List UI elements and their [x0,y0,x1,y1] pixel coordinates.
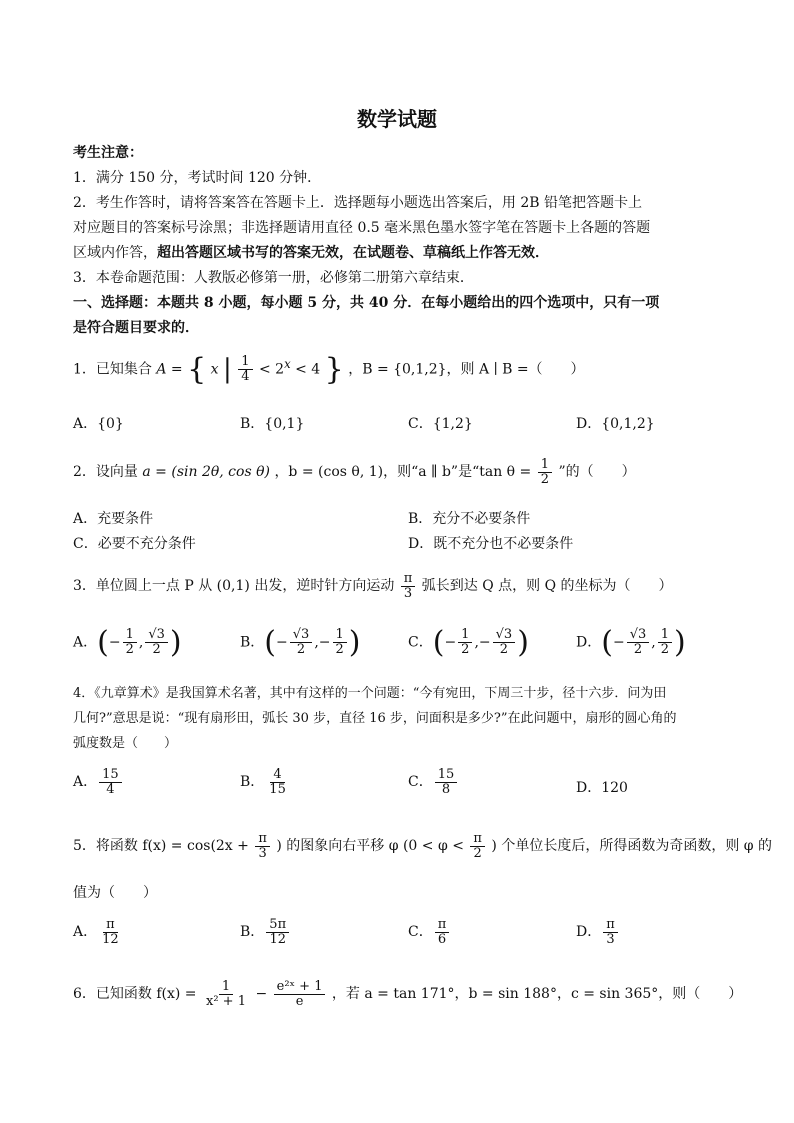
q3-option-c-lparen: ( [432,625,445,660]
q4-option-b-frac [266,768,289,796]
q3-option-c-d1: 2 [461,642,470,657]
notice-item-2: 2．考生作答时，请将答案答在答题卡上．选择题每小题选出答案后，用 2B 铅笔把答题卡上 [73,195,643,211]
q4-option-a [73,768,124,796]
q3-option-d-frac2 [658,628,672,656]
q3-option-c-sign1: − [444,634,457,651]
q4-option-c-den: 8 [441,781,451,797]
q4-option-d-text: 120 [601,780,628,796]
q5-option-a-frac [99,918,122,946]
q3-option-a-rparen: ) [169,625,182,660]
q1-frac-den: 4 [241,369,250,384]
q5-stem [73,832,772,860]
q1-stem-b: ，B = {0,1,2}，则 A ∣ B =（ ） [348,361,585,378]
q4-option-c-frac [435,768,458,796]
q3-option-d-n2: 1 [658,628,672,643]
q5-option-b-den: 12 [269,931,286,947]
q5-option-d-label: D． [576,924,602,941]
q5-option-d [576,918,620,946]
q1-set-var: x [210,361,219,378]
section1-heading-cont: 是符合题目要求的． [73,320,199,336]
q5-frac1-den: 3 [258,845,267,861]
q3-fraction [401,572,416,600]
q2-frac-den: 2 [540,471,550,487]
q3-option-b-sign2: − [318,634,331,651]
q4-option-a-frac [99,768,122,796]
q3-option-a-n1: 1 [123,628,137,643]
q3-option-b-sign1: − [276,634,288,651]
q3-option-a-frac2 [145,628,168,656]
notice-heading: 考生注意： [73,145,143,161]
q5-option-b [240,918,291,946]
q4-option-b-den: 15 [269,781,286,797]
q5-stem-mid: ) 的图象向右平移 φ (0 < φ < [276,838,464,855]
q1-stem [73,352,585,387]
q4-option-a-num: 15 [99,768,122,783]
q5-option-d-den: 3 [606,931,615,947]
q1-bar: | [223,354,232,385]
q4-option-a-label: A． [73,774,98,791]
q5-option-c-frac [435,918,450,946]
q5-option-d-num: π [603,918,618,933]
q5-fraction-1 [255,832,270,860]
q4-option-a-den: 4 [106,781,115,797]
q4-line-1: 4．《九章算术》是我国算术名著，其中有这样的一个问题：“今有宛田，下周三十步，径十六步．问为田 [73,686,667,701]
q5-option-c [408,918,451,946]
q1-option-d: D．{0,1,2} [576,416,655,432]
q2-vector-b: ，b = (cos θ, 1)，则“a ∥ b”是“tan θ = [274,464,532,481]
q3-option-b-frac1 [290,628,313,656]
q5-option-c-den: 6 [437,931,447,947]
q6-frac2-num: e²ˣ + 1 [274,980,326,995]
q5-frac2-num: π [470,832,485,847]
page-title: 数学试题 [357,107,437,131]
q1-right-brace: } [324,352,344,387]
q5-option-c-label: C． [408,924,433,941]
q4-option-b [240,768,291,796]
q4-option-c-label: C． [408,774,433,791]
q3-option-b-d2: 2 [335,642,344,657]
q3-option-b-frac2 [333,628,347,656]
q5-option-d-frac [603,918,618,946]
notice-item-2-end [73,242,549,262]
notice-item-2-end-text: 区域内作答， [73,245,157,261]
q3-option-a-lparen: ( [97,625,109,660]
q5-stem-end: ) 个单位长度后，所得函数为奇函数，则 φ 的 [491,838,773,855]
q4-option-b-label: B． [240,774,265,791]
q1-left-brace: { [187,352,207,387]
q2-vector-a: a = (sin 2θ, cos θ) [142,464,270,481]
q6-minus: − [255,986,268,1003]
q2-option-a: A．充要条件 [73,511,154,527]
q5-option-b-label: B． [240,924,265,941]
q3-option-c-n2: √3 [493,628,516,643]
q4-option-c [408,768,459,796]
q3-option-d-label: D． [576,634,602,651]
q3-option-c-n1: 1 [458,628,472,643]
q3-option-d-n1: √3 [627,628,650,643]
q2-fraction [538,458,552,486]
q3-option-c-d2: 2 [499,642,509,657]
q3-option-d-frac1 [627,628,650,656]
q2-frac-num: 1 [538,458,552,473]
q2-option-d: D．既不充分也不必要条件 [408,536,574,552]
q6-frac2-den: e [295,993,304,1009]
q3-option-a-d1: 2 [125,642,134,657]
q5-option-a [73,918,124,946]
q4-option-d [576,777,628,797]
q3-option-b-label: B． [240,634,265,651]
q2-stem-end: ”的（ ） [558,464,636,481]
q3-option-c-label: C． [408,634,433,651]
q3-option-a-frac1 [123,628,137,656]
q3-option-c-sign2: − [478,634,491,651]
q3-option-d-d2: 2 [660,642,669,657]
q2-option-b: B．充分不必要条件 [408,511,531,527]
q6-frac1-num: 1 [219,980,233,995]
q2-stem-pre: 2．设向量 [73,464,138,481]
q4-option-c-num: 15 [435,768,458,783]
q1-option-a: A．{0} [73,416,124,432]
notice-item-1: 1．满分 150 分，考试时间 120 分钟． [73,170,322,186]
q3-frac-num: π [401,572,416,587]
q4-option-b-num: 4 [270,768,284,783]
q3-option-a-sign1: − [108,634,121,651]
notice-bold-warning: 超出答题区域书写的答案无效，在试题卷、草稿纸上作答无效． [157,245,549,261]
q4-line-3: 弧度数是（ ） [73,736,178,751]
q3-option-c-rparen: ) [517,625,529,660]
q3-option-a-d2: 2 [152,642,161,657]
q3-stem-pre: 3．单位圆上一点 P 从 (0,1) 出发，逆时针方向运动 [73,578,395,595]
q5-option-b-frac [266,918,289,946]
notice-item-2-cont: 对应题目的答案标号涂黑；非选择题请用直径 0.5 毫米黑色墨水签字笔在答题卡上各题的答题 [73,220,651,236]
q6-fraction-1 [203,980,249,1008]
q3-option-a-label: A． [73,634,98,651]
q3-option-a: A．(− $\frac{1}{2}$ , $\frac{√3}{2}$ ) [73,625,182,660]
q6-stem [73,980,742,1008]
q1-ineq: < 2 [258,361,285,378]
q6-stem-end: ，若 a = tan 171°，b = sin 188°，c = sin 365°，则（ ） [331,986,743,1003]
q5-option-c-num: π [435,918,450,933]
q5-stem-pre: 5．将函数 f(x) = cos(2x + [73,838,249,855]
q3-option-c: C．(− $\frac{1}{2}$ ,− $\frac{√3}{2}$ ) [408,625,529,660]
q6-fraction-2 [274,980,326,1008]
notice-item-3: 3．本卷命题范围：人教版必修第一册，必修第二册第六章结束． [73,270,474,286]
q3-option-d-lparen: ( [601,625,613,660]
q1-stem-pre: 1．已知集合 [73,361,152,378]
q5-frac2-den: 2 [473,845,482,861]
q5-fraction-2 [470,832,485,860]
q3-stem-end: 弧长到达 Q 点，则 Q 的坐标为（ ） [421,578,673,595]
q3-option-b: B．(− $\frac{√3}{2}$ ,− $\frac{1}{2}$ ) [240,625,361,660]
q3-option-b-n1: √3 [290,628,313,643]
q6-stem-pre: 6．已知函数 f(x) = [73,986,197,1003]
q2-option-c: C．必要不充分条件 [73,536,196,552]
q5-line-2: 值为（ ） [73,885,157,901]
q5-frac1-num: π [255,832,270,847]
q4-line-2: 几何?”意思是说：“现有扇形田，弧长 30 步，直径 16 步，问面积是多少?”在此问题中，扇形的圆心角的 [73,711,677,726]
q3-option-b-rparen: ) [348,625,361,660]
q2-stem [73,458,636,486]
q3-frac-den: 3 [403,585,413,601]
q1-fraction [238,355,252,383]
q1-ineq2: < 4 [295,361,321,378]
q5-option-a-label: A． [73,924,98,941]
q3-option-c-frac1 [458,628,472,656]
q5-option-a-den: 12 [102,931,119,947]
q1-frac-num: 1 [238,355,252,370]
q3-option-d-d1: 2 [633,642,643,657]
q6-frac1-den: x² + 1 [206,993,246,1009]
section1-heading: 一、选择题：本题共 8 小题，每小题 5 分，共 40 分．在每小题给出的四个选项中，只有一项 [73,295,660,311]
q3-option-b-n2: 1 [333,628,347,643]
q3-option-b-lparen: ( [264,625,277,660]
q3-option-a-n2: √3 [145,628,168,643]
q5-option-b-num: 5π [266,918,289,933]
q3-option-d-sign1: − [612,634,625,651]
q3-option-b-d1: 2 [296,642,306,657]
q5-option-a-num: π [103,918,118,933]
q3-stem [73,572,673,600]
q1-exp: x [284,356,291,371]
q3-option-d: D．(− $\frac{√3}{2}$ , $\frac{1}{2}$ ) [576,625,686,660]
q1-option-c: C．{1,2} [408,416,473,432]
q1-option-b: B．{0,1} [240,416,305,432]
q3-option-c-frac2 [493,628,516,656]
q1-set-a: A = [156,361,188,378]
q3-option-d-rparen: ) [673,625,686,660]
q4-option-d-label: D． [576,780,602,796]
